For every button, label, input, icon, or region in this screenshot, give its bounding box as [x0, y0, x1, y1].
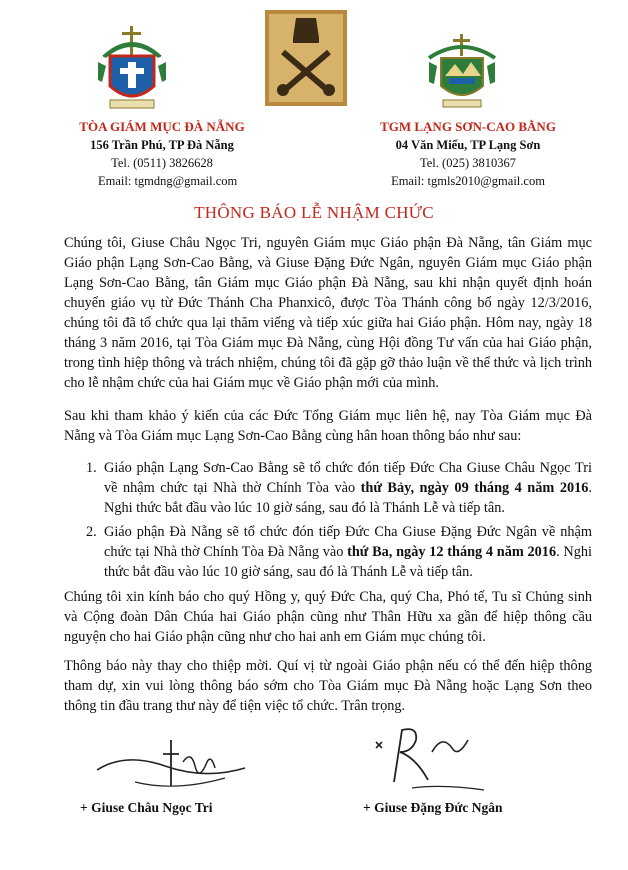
diocese-title-right: TGM LẠNG SƠN-CAO BẰNG — [380, 119, 556, 134]
tel-right: Tel. (025) 3810367 — [420, 156, 516, 170]
address-left: 156 Trần Phú, TP Đà Nẵng — [90, 138, 234, 152]
announcement-list — [64, 458, 592, 586]
list-number: 1. — [86, 460, 97, 476]
paragraph-intro: Chúng tôi, Giuse Châu Ngọc Tri, nguyên Giám mục Giáo phận Đà Nẵng, tân Giám mục Giáo phận Lạng Sơn-Cao Bằng, và Giuse Đặng Đức Ngân, nguyên Giám mục Giáo phận Lạng Sơn-Cao Bằng, tân Giám mục Giáo phận Đà Nẵng, sau khi nhận quyết định hoán chuyển giáo vụ từ Đức Thánh Cha Phanxicô, được Tòa Thánh công bố ngày 12/3/2016, chúng tôi đã tổ chức qua lại thăm viếng và tiếp xúc giữa hai Giáo phận. Hôm nay, ngày 18 tháng 3 năm 2016, tại Tòa Giám mục Đà Nẵng, cùng Hội đồng Tư vấn của hai Giáo phận, trong tình hiệp thông và trách nhiệm, chúng tôi đã gặp gỡ thảo luận về thể thức và lịch trình cho lễ nhậm chức của hai Giám mục về Giáo phận mới của mình. — [64, 235, 592, 391]
list-date: thứ Bảy, ngày 09 tháng 4 năm 2016 — [360, 480, 589, 496]
document-title: THÔNG BÁO LỄ NHẬM CHỨC — [194, 203, 434, 222]
tel-left: Tel. (0511) 3826628 — [111, 156, 213, 170]
list-date: thứ Ba, ngày 12 tháng 4 năm 2016 — [347, 544, 557, 560]
list-text: . Nghi thức bắt đầu vào lúc 10 giờ sáng, sau đó là Thánh Lễ và tiếp tân. — [104, 544, 592, 580]
header-left — [62, 118, 262, 190]
signature-name-right: + Giuse Đặng Đức Ngân — [363, 800, 503, 815]
address-right: 04 Văn Miếu, TP Lạng Sơn — [395, 138, 541, 152]
list-item — [64, 458, 592, 518]
header-right — [368, 118, 568, 190]
da-nang-coat-of-arms — [96, 22, 168, 114]
list-text: . Nghi thức bắt đầu vào lúc 10 giờ sáng, sau đó là Thánh Lễ và tiếp tân. — [104, 480, 592, 516]
paragraph-announcement: Sau khi tham khảo ý kiến của các Đức Tổng Giám mục liên hệ, nay Tòa Giám mục Đà Nẵng và Tòa Giám mục Lạng Sơn-Cao Bằng cùng hân hoan thông báo như sau: — [64, 408, 592, 444]
signature-name-left: + Giuse Châu Ngọc Tri — [80, 800, 213, 815]
lang-son-coat-of-arms — [425, 32, 499, 112]
papal-emblem — [263, 8, 349, 108]
list-text: Giáo phận Lạng Sơn-Cao Bằng sẽ tổ chức đón tiếp Đức Cha Giuse Châu Ngọc Tri về nhậm chức tại Nhà thờ Chính Tòa vào — [104, 460, 592, 496]
paragraph-closing: Thông báo này thay cho thiệp mời. Quí vị từ ngoài Giáo phận nếu có thể đến hiệp thông tham dự, xin vui lòng thông báo sớm cho Tòa Giám mục Đà Nẵng hoặc Lạng Sơn theo thông tin đầu trang thư này để tiện việc tổ chức. Trân trọng. — [64, 658, 592, 714]
email-left: Email: tgmdng@gmail.com — [98, 174, 238, 188]
diocese-title-left: TÒA GIÁM MỤC ĐÀ NẴNG — [79, 119, 245, 134]
email-right: Email: tgmls2010@gmail.com — [391, 174, 545, 188]
list-number: 2. — [86, 524, 97, 540]
signature-right — [372, 722, 492, 792]
paragraph-invitation: Chúng tôi xin kính báo cho quý Hồng y, quý Đức Cha, quý Cha, Phó tế, Tu sĩ Chủng sinh và Cộng đoàn Dân Chúa hai Giáo phận cũng như Thân Hữu xa gần để hiệp thông cầu nguyện cho hai Giáo phận cũng như cho hai anh em Giám mục chúng tôi. — [64, 589, 592, 645]
list-text: Giáo phận Đà Nẵng sẽ tổ chức đón tiếp Đức Cha Giuse Đặng Đức Ngân về nhậm chức tại Nhà thờ Chính Tòa Đà Nẵng vào — [104, 524, 592, 560]
list-item — [64, 522, 592, 582]
signature-left — [95, 732, 255, 802]
